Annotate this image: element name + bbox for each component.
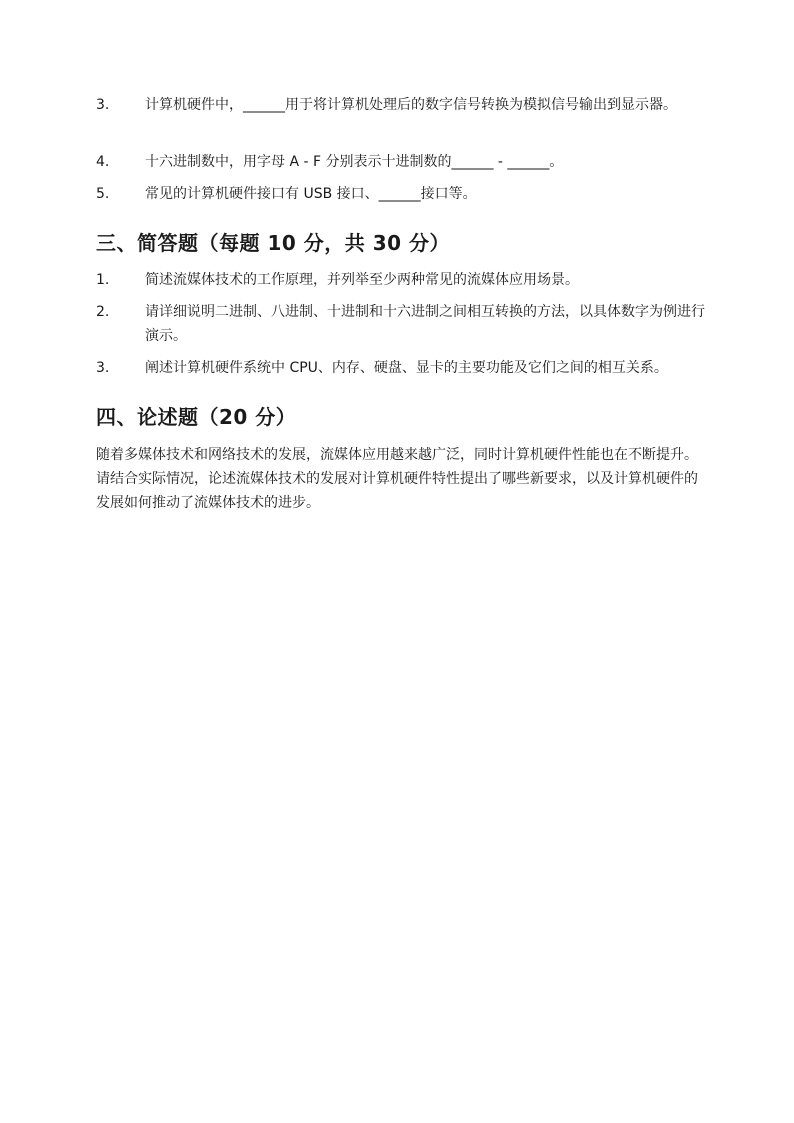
question-text: 十六进制数中，用字母 A - F 分别表示十进制数的______ - ______。 xyxy=(145,154,564,170)
question-number: 3. xyxy=(96,97,110,113)
section-heading-essay: 四、论述题（20 分） xyxy=(96,405,297,429)
fill-blank-question-3 xyxy=(96,93,706,117)
question-number: 2. xyxy=(96,304,110,320)
short-answer-question-1 xyxy=(96,268,706,292)
question-text: 阐述计算机硬件系统中 CPU、内存、硬盘、显卡的主要功能及它们之间的相互关系。 xyxy=(145,360,668,376)
question-text: 常见的计算机硬件接口有 USB 接口、______接口等。 xyxy=(145,186,477,202)
question-text: 计算机硬件中，______用于将计算机处理后的数字信号转换为模拟信号输出到显示器。 xyxy=(145,97,677,113)
question-number: 1. xyxy=(96,272,110,288)
question-number: 3. xyxy=(96,360,110,376)
fill-blank-question-4 xyxy=(96,150,706,174)
question-text: 简述流媒体技术的工作原理，并列举至少两种常见的流媒体应用场景。 xyxy=(145,272,579,288)
short-answer-question-3 xyxy=(96,356,706,380)
question-text: 请详细说明二进制、八进制、十进制和十六进制之间相互转换的方法，以具体数字为例进行演示。 xyxy=(145,304,705,344)
section-heading-short-answer: 三、简答题（每题 10 分，共 30 分） xyxy=(96,231,451,255)
short-answer-question-2 xyxy=(96,300,706,348)
question-number: 5. xyxy=(96,186,110,202)
fill-blank-question-5 xyxy=(96,182,706,206)
question-number: 4. xyxy=(96,154,110,170)
essay-question-text: 随着多媒体技术和网络技术的发展，流媒体应用越来越广泛，同时计算机硬件性能也在不断提升。请结合实际情况，论述流媒体技术的发展对计算机硬件特性提出了哪些新要求，以及计算机硬件的发展如何推动了流媒体技术的进步。 xyxy=(96,447,698,511)
